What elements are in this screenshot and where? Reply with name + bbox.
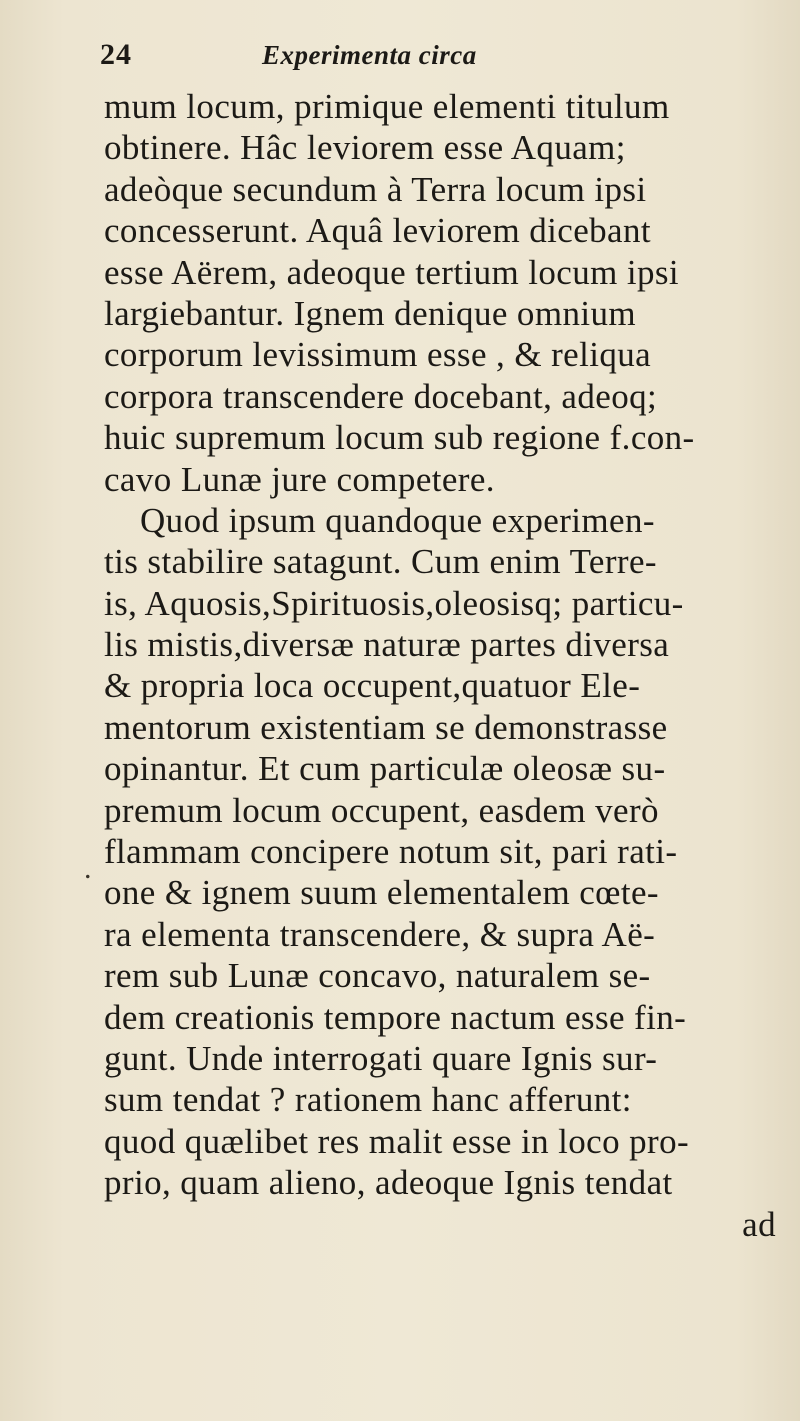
running-head: Experimenta circa [262,40,477,70]
text-line: gunt. Unde interrogati quare Ignis sur- [104,1038,658,1078]
body-text [104,86,800,1245]
text-line: esse Aërem, adeoque tertium locum ipsi [104,252,680,292]
text-line: obtinere. Hâc leviorem esse Aquam; [104,128,626,168]
text-line: quod quælibet res malit esse in loco pro- [104,1121,690,1161]
text-line: corpora transcendere docebant, adeoq; [104,376,658,416]
catchword: ad [742,1204,776,1244]
text-line: corporum levissimum esse , & reliqua [104,335,652,375]
text-line: largiebantur. Ignem denique omnium [104,293,637,333]
text-line: opinantur. Et cum particulæ oleosæ su- [104,749,666,789]
text-line: Quod ipsum quandoque experimen- [140,500,655,540]
text-line: flammam concipere notum sit, pari rati- [104,832,678,872]
text-line: premum locum occupent, easdem verò [104,790,659,830]
text-line: is, Aquosis,Spirituosis,oleosisq; particu- [104,583,684,623]
text-line: lis mistis,diversæ naturæ partes diversa [104,625,670,665]
text-line: mentorum existentiam se demonstrasse [104,707,668,747]
text-line: rem sub Lunæ concavo, naturalem se- [104,956,651,996]
text-line: adeòque secundum à Terra locum ipsi [104,169,647,209]
text-line: prio, quam alieno, adeoque Ignis tendat [104,1163,673,1203]
page-number: 24 [100,38,132,71]
margin-dot: . [84,852,92,885]
text-line: huic supremum locum sub regione f.con- [104,418,695,458]
text-line: sum tendat ? rationem hanc afferunt: [104,1080,632,1120]
page-header [100,38,720,78]
text-line: concesserunt. Aquâ leviorem dicebant [104,211,651,251]
text-line: cavo Lunæ jure competere. [104,459,495,499]
text-line: & propria loca occupent,quatuor Ele- [104,666,641,706]
text-line: one & ignem suum elementalem cœte- [104,873,659,913]
text-line: dem creationis tempore nactum esse fin- [104,997,687,1037]
text-line: ra elementa transcendere, & supra Aë- [104,914,656,954]
text-line: tis stabilire satagunt. Cum enim Terre- [104,542,657,582]
text-line: mum locum, primique elementi titulum [104,87,670,126]
